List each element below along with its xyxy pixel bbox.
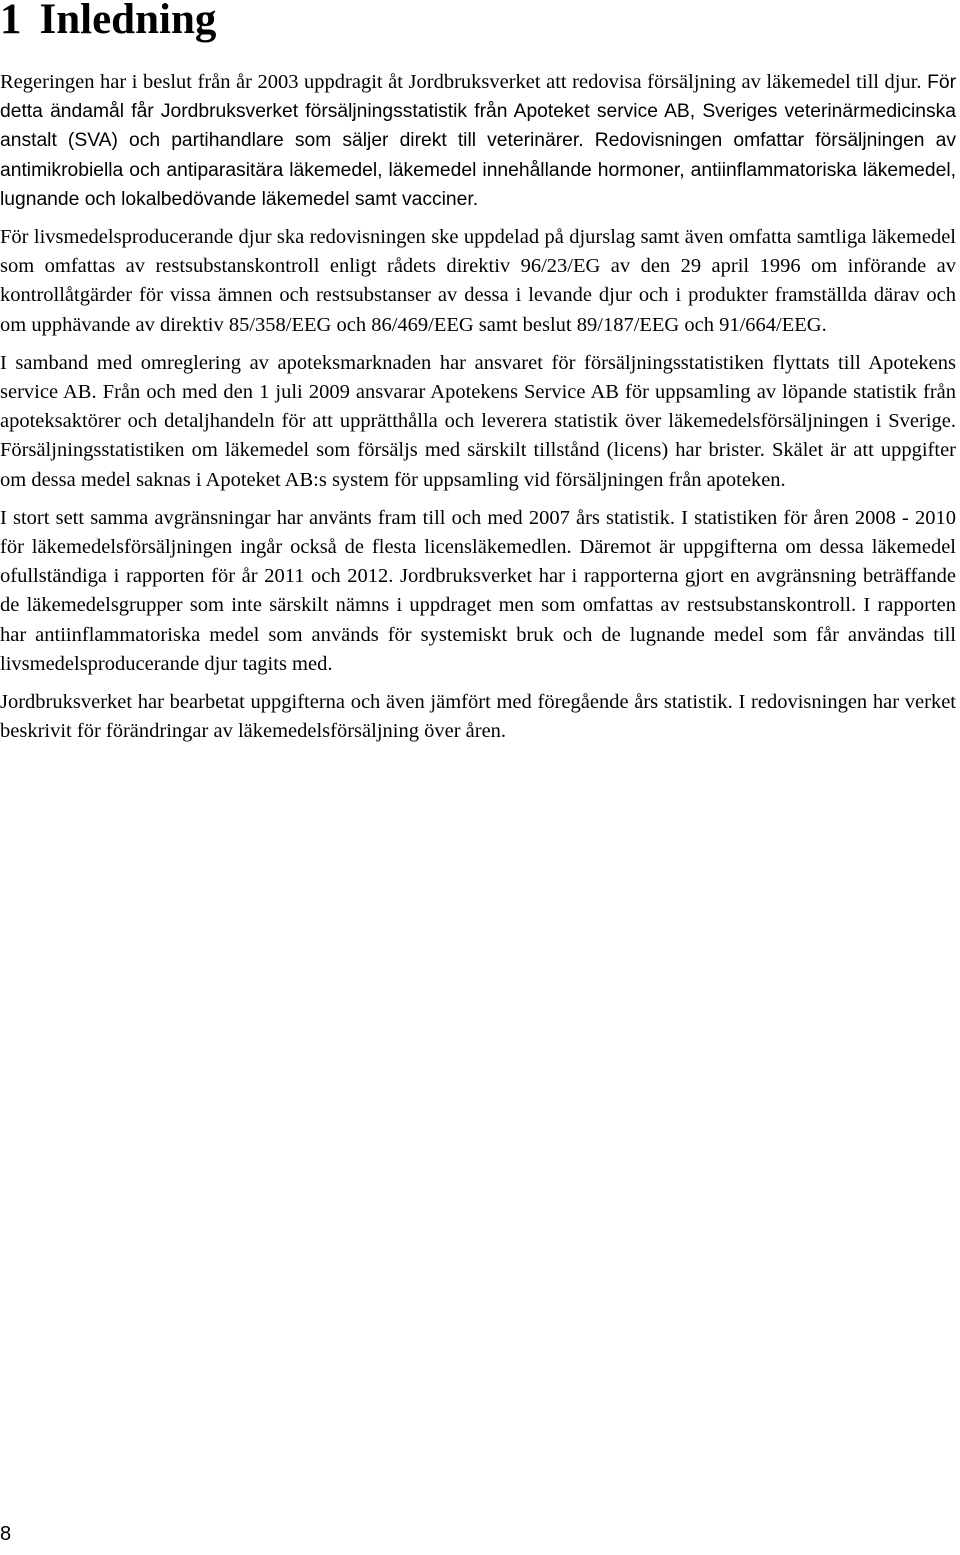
- paragraph-5: Jordbruksverket har bearbetat uppgifterna och även jämfört med föregående års statistik. I redovisningen har verket beskrivit för förändringar av läkemedelsförsäljning över åren.: [0, 691, 956, 743]
- body-text: [0, 68, 956, 755]
- paragraph-3: I samband med omreglering av apoteksmarknaden har ansvaret för försäljningsstatistiken flyttats till Apotekens service AB. Från och med den 1 juli 2009 ansvarar Apotekens Service AB för uppsamling av löpande statistik från apoteksaktörer och detaljhandeln för att upprätthålla och leverera statistik över läkemedelsförsäljningen i Sverige. Försäljningsstatistiken om läkemedel som försäljs med särskilt tillstånd (licens) har brister. Skälet är att uppgifter om dessa medel saknas i Apoteket AB:s system för uppsamling vid försäljningen från apoteken.: [0, 351, 956, 491]
- paragraph-2: För livsmedelsproducerande djur ska redovisningen ske uppdelad på djurslag samt även omfatta samtliga läkemedel som omfattas av restsubstanskontroll enligt rådets direktiv 96/23/EG av den 29 april 1996 om införande av kontrollåtgärder för vissa ämnen och restsubstanser av dessa i levande djur och i produkter framställda därav och om upphävande av direktiv 85/358/EEG och 86/469/EEG samt beslut 89/187/EEG och 91/664/EEG.: [0, 226, 956, 336]
- paragraph-1-sans-text: För detta ändamål får Jordbruksverket försäljningsstatistik från Apoteket service AB, Sveriges veterinärmedicinska anstalt (SVA) och partihandlare som säljer direkt till veterinärer. Redovisningen omfattar försäljningen av antimikrobiella och antiparasitära läkemedel, läkemedel innehållande hormoner, antiinflammatoriska läkemedel, lugnande och lokalbedövande läkemedel samt vacciner.: [0, 72, 956, 210]
- section-heading: [0, 0, 216, 46]
- section-title: Inledning: [39, 0, 217, 43]
- page-number: 8: [0, 1523, 12, 1545]
- paragraph-1: [0, 68, 956, 214]
- section-number: 1: [0, 0, 22, 43]
- paragraph-1-serif-text: Regeringen har i beslut från år 2003 uppdragit åt Jordbruksverket att redovisa försäljning av läkemedel till djur.: [0, 71, 928, 93]
- paragraph-4: I stort sett samma avgränsningar har använts fram till och med 2007 års statistik. I statistiken för åren 2008 - 2010 för läkemedelsförsäljningen ingår också de flesta licensläkemedlen. Däremot är uppgifterna om dessa läkemedel ofullständiga i rapporten för år 2011 och 2012. Jordbruksverket har i rapporterna gjort en avgränsning beträffande de läkemedelsgrupper som inte särskilt nämns i uppdraget men som omfattas av restsubstanskontroll. I rapporten har antiinflammatoriska medel som används för systemiskt bruk och de lugnande medel som får användas till livsmedelsproducerande djur tagits med.: [0, 506, 956, 675]
